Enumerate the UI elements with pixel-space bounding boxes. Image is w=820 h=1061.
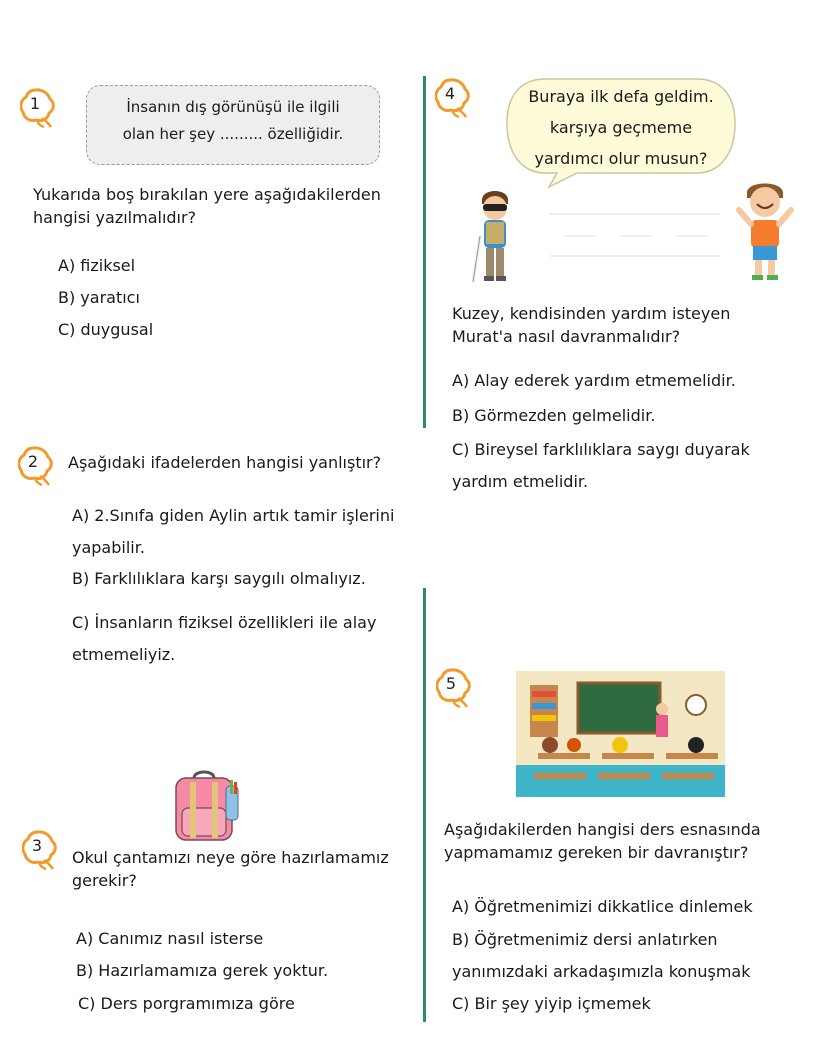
column-divider-bottom xyxy=(423,588,426,1022)
q3-question-line-1: Okul çantamızı neye göre hazırlamamız xyxy=(72,848,389,867)
happy-boy-illustration xyxy=(735,178,795,282)
q5-option-b-line-2: yanımızdaki arkadaşımızla konuşmak xyxy=(452,962,751,981)
question-3-number: 3 xyxy=(31,836,43,855)
q5-option-b-line-1[interactable]: B) Öğretmenimiz dersi anlatırken xyxy=(452,930,718,949)
q1-option-b[interactable]: B) yaratıcı xyxy=(58,288,140,307)
q4-bubble-text xyxy=(505,81,737,174)
classroom-illustration xyxy=(516,671,725,797)
question-4-badge xyxy=(435,78,471,118)
q4-bubble-line-2: karşıya geçmeme xyxy=(549,118,693,137)
q5-option-a[interactable]: A) Öğretmenimizi dikkatlice dinlemek xyxy=(452,897,753,916)
q3-question-line-2: gerekir? xyxy=(72,871,137,890)
backpack-icon xyxy=(170,768,244,844)
q3-option-b[interactable]: B) Hazırlamamıza gerek yoktur. xyxy=(76,961,329,980)
column-divider-top xyxy=(423,76,426,428)
road-icon xyxy=(550,212,720,262)
question-5-badge xyxy=(436,668,472,708)
q3-option-c[interactable]: C) Ders porgramımıza göre xyxy=(78,994,295,1013)
q1-quote-line-1: İnsanın dış görünüşü ile ilgili xyxy=(126,98,340,116)
q1-question-line-2: hangisi yazılmalıdır? xyxy=(33,208,197,227)
q2-option-a-line-2: yapabilir. xyxy=(72,538,145,557)
q1-option-a[interactable]: A) fiziksel xyxy=(58,256,136,275)
happy-boy-icon xyxy=(735,178,795,282)
backpack-illustration xyxy=(170,768,244,844)
q4-option-c-line-1[interactable]: C) Bireysel farklılıklara saygı duyarak xyxy=(452,440,750,459)
q4-option-b[interactable]: B) Görmezden gelmelidir. xyxy=(452,406,656,425)
q4-speech-bubble xyxy=(505,77,737,177)
q4-bubble-line-1: Buraya ilk defa geldim. xyxy=(528,87,714,106)
q2-option-c-line-2: etmemeliyiz. xyxy=(72,645,176,664)
q3-option-a[interactable]: A) Canımız nasıl isterse xyxy=(76,929,264,948)
q4-question-line-2: Murat'a nasıl davranmalıdır? xyxy=(452,327,681,346)
q1-question-line-1: Yukarıda boş bırakılan yere aşağıdakilerden xyxy=(33,185,381,204)
q5-question xyxy=(444,818,761,864)
question-2-badge xyxy=(18,446,54,486)
q1-quote-line-2: olan her şey ......... özelliğidir. xyxy=(122,125,344,143)
question-5-number: 5 xyxy=(445,674,457,693)
question-1-badge xyxy=(20,88,56,128)
q4-option-c-line-2: yardım etmelidir. xyxy=(452,472,589,491)
road-lines xyxy=(550,212,720,262)
blind-boy-illustration xyxy=(470,186,522,286)
q1-option-c[interactable]: C) duygusal xyxy=(58,320,154,339)
q2-option-b[interactable]: B) Farklılıklara karşı saygılı olmalıyız. xyxy=(72,569,366,588)
q1-quote-box xyxy=(86,85,380,165)
question-1-number: 1 xyxy=(29,94,41,113)
q1-question xyxy=(33,183,381,229)
q5-question-line-1: Aşağıdakilerden hangisi ders esnasında xyxy=(444,820,761,839)
q3-question xyxy=(72,846,389,892)
question-4-number: 4 xyxy=(444,84,456,103)
q2-question: Aşağıdaki ifadelerden hangisi yanlıştır? xyxy=(68,453,382,472)
blind-boy-icon xyxy=(470,186,522,286)
q4-question xyxy=(452,302,730,348)
q2-option-a-line-1[interactable]: A) 2.Sınıfa giden Aylin artık tamir işlerini xyxy=(72,506,395,525)
q2-option-c-line-1[interactable]: C) İnsanların fiziksel özellikleri ile alay xyxy=(72,613,377,632)
q4-option-a[interactable]: A) Alay ederek yardım etmemelidir. xyxy=(452,371,736,390)
classroom-icon xyxy=(516,671,725,797)
question-2-number: 2 xyxy=(27,452,39,471)
q5-option-c[interactable]: C) Bir şey yiyip içmemek xyxy=(452,994,651,1013)
q4-bubble-line-3: yardımcı olur musun? xyxy=(534,149,708,168)
q5-question-line-2: yapmamamız gereken bir davranıştır? xyxy=(444,843,749,862)
q4-question-line-1: Kuzey, kendisinden yardım isteyen xyxy=(452,304,731,323)
question-3-badge xyxy=(22,830,58,870)
